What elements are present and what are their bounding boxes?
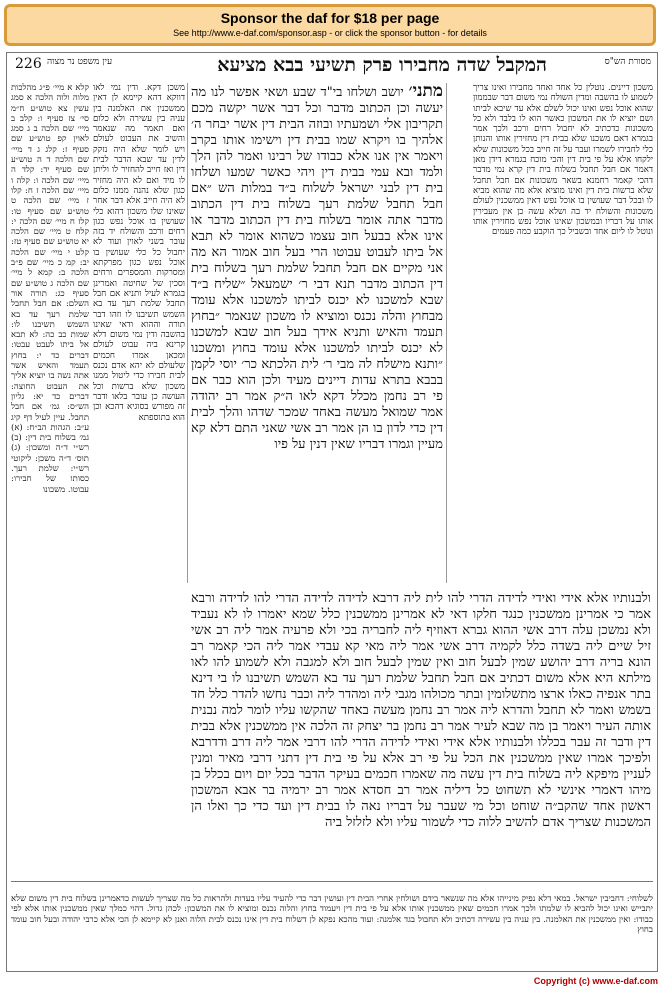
- gemara-continuation: [191, 591, 651, 881]
- sponsor-title[interactable]: Sponsor the daf for $18 per page: [220, 10, 440, 26]
- page-number: 226: [15, 56, 42, 72]
- gemara-column: [191, 83, 443, 583]
- sponsor-banner[interactable]: [4, 4, 656, 46]
- talmud-page: [6, 52, 658, 972]
- gemara-text-3: לשלוח ב״ד במלות הש ״אם חבל תחבל שלמת רעך בשלוח בית דין הכתוב מדבר אתה אומר בשלוח בית דין הכתוב מדבר או אינו אלא בבעל חוב עצמו כשהוא אומר לא תבא אל ביתו לעבוט עבוטו הרי בעל חוב אמור הא מה אני מקיים אם חבל תחבל שלמת רעך בשלוח בית דין הכתוב מדבר תנא דבי ר׳ ישמעאל ״שליח ב״ד שבא למשכנו לא יכנס לביתו למשכנו אלא עומד מבחוץ והלה נכנס ומוציא לו משכון שנאמר ״בחוץ תעמד והאיש ותניא אידך בעל חוב שבא למשכנו לא יכנס לביתו למשכנו אלא עומד בחוץ ומשכנו ״ותנא: [191, 181, 443, 372]
- gemara-text-2: מישלח לה מבי ר׳ לית הלכתא כר׳ יוסי לקמן בבבא בתרא עדות דיינים מעיד ולכן הוא כבר אם פי רב נחמן מכלל דקא לאו ה״ק אמר רב יהודה אמר שמואל מעשה באחד שמכר שדהו והלך לבית דין כדי לדון בו הן אמר רב אשי שאני התם דלא קא מעיין וגמרו דבריו שאין דנין על פיו: [191, 357, 443, 452]
- ein-mishpat-label: עין משפט נר מצוה: [47, 57, 113, 67]
- side-notes-column: [11, 83, 89, 873]
- masoret-label: מסורת הש"ס: [604, 57, 651, 67]
- gemara-text-4: ולבנותיו אלא אידי ואידי לדידה הדרי להו לית ליה דרבא לדידה לדידה הדרי להו לדידה ורבא אמר כי אמרינן ממשכנין כנגד חלקו דאי לא אמרינן ממשכנין כלל שמא יאמרו לו לא נעביד ולא נמשכן עלה דרב אשי ההוא גברא דאוזיף ליה לחבריה בכי ולא פרעיה אמר ליה רב אשי זיל שיים ליה בשדה כלל לקמיה דרב אשי אמר ליה מאי קא עבדי אמר ליה הכי קאמר רב הונא בריה דרב יהושע שמין לבעל חוב ואין שמין לבעל חוב ולא למגבה ולא לשמוע להו לאו מילתא היא אלא משום דכתיב אם חבל תחבל שלמת רעך עד בא השמש תשיבנו לו בי דינא בתר אנפיה כאלו ארצו מתשלומין ובתר מכולהו מגבי ליה ומהדר ליה וכבר נחשו להדר כלל חד בשמש ואמר לא תחבל והדרא ליה אמר רב נחמן מעשה באחד שהקשו עליו לומר למה נבנית אותה העיר ויאמר בן מה שבא לעיר אמר רב נחמן בר יצחק זה הלכה אין ממשכנין אלא בבית דין ודבר זה עבר בכללו: [191, 591, 651, 750]
- page-header: [7, 53, 657, 79]
- tosafot-text: משכן דקא. ודין נמי לאו דווקא דהא קיימא לן דאין ממשכנין את האלמנה בין עניה בין עשירה ולא כלום ואם תאמר מה שנאמר והשיב את העבוט לעולם ויש לומר שלא היה נזקק לדין עד שבא הדבר לבית דין ואז חייב להחזיר לו וליתן לו מיד ואם לא היה מחזיר כגון שלא נהנה ממנו כלום לא היה חייב אלא דבר אחר שאינו שלו משכון דהוא כלי שעושין בו אוכל נפש כגון רחים ורכב והשולח יד בזה עובר בשני לאוין ועוד לא יחבול כל כלי שעושין בו אוכל נפש כגון מפרקתא ומסרקות והמספרים ורחים וסכין של שחיטה ואמרינן בגמרא לעיל ותניא אם חבל תחבל שלמת רעך עד בא השמש תשיבנו לו וזהו דבר תורה וההוא ודאי שאינו בהשבה ודין נמי משום דלא קרינא ביה עבוט לעולם ומכאן אמרו חכמים שלעולם לא יהא אדם נכנס לבית חבירו כדי ליטול ממנו משכון שלא ברשות וכל העושה כן עובר בלאו ודבר זה מפורש בסוגיא דהכא וכן הוא בתוספתא: [93, 83, 185, 423]
- page-title: המקבל שדה מחבירו פרק תשיעי בבא מציעא: [217, 54, 547, 76]
- bottom-commentary: [11, 881, 653, 973]
- rashi-column: [473, 83, 653, 583]
- side-notes-text: קלא א מיי׳ פ״ג מהלכות מלוה ולוה הלכה א סמג עשין צא טוש״ע ח״מ סי׳ צז סעיף ו: קלב ב מיי׳ שם הלכה ב ג סמג לאוין קפ טוש״ע שם סעיף ז: קלג ג ד מיי׳ שם הלכה ד ה טוש״ע שם סעיף יד: קלד ה מיי׳ שם הלכה ו: קלה ו מיי׳ שם הלכה ז ח: קלו ז מיי׳ שם הלכה ט טוש״ע שם סעיף טו: קלז ח מיי׳ שם הלכה י: קלח ט מיי׳ שם הלכה יא טוש״ע שם סעיף טז: קלט י מיי׳ שם הלכה יב: קמ כ מיי׳ שם פ״ב הלכה ב: קמא ל מיי׳ שם הלכה ג טוש״ע שם סעיף כג: תורה אור השלם: אם חבל תחבל שלמת רעך עד בא השמש תשיבנו לו: שמות כב כה: לא תבא אל ביתו לעבט עבטו: דברים כד י: בחוץ תעמד והאיש אשר אתה נשה בו יוציא אליך את העבוט החוצה: דברים כד יא: גליון הש״ס: גמ׳ אם חבל תחבל. עיין לעיל דף קיג ע״ב: הגהות הב״ח: (א) גמ׳ בשלוח בית דין: (ב) רש״י ד״ה ומשכון: (ג) תוס׳ ד״ה משכן: ליקוטי רש״י: שלמת רעך. כסותו של חבירו: עבוטו. משכונו: [11, 83, 89, 495]
- gemara-text-1: יושב ושלחו בי"ד שבע ושאי אפשר לנו מה יעשה וכן הכתוב מדבר וכל דבר אשר יקשה מכם תקריבון אלי ושמעתיו ובוזה הבית דין אשר יבחר ה׳ אלהיך בו ויקרא שמו בבית דין וישימו אותו בקרב ויאמר אין אנו אלא כבודו של רבינו ואמר להן הלך ולמד ובא עמי בבית דין ויהי כאשר שמעו ושלחו בית דין לבני ישראל: [191, 85, 443, 196]
- gemara-opening-word: מתני׳: [408, 83, 443, 101]
- gemara-text-5: ולבנותיו אלא אידי ואידי לדידה הדרי להו דרבי אמר ליה דרב ודדרבא ולפיכך אמרו שאין ממשכנין את הכל על פי רב אלא על פי בית דין דתני דרבי מאיר ומנין לעניין מיפקא ליה בשלוח בית דין עשה מה שאמרו חכמים בעיקר הדבר בכל יום ויום בכלל בן מיהו דאמרי אינשי לא תשחוט כל דיליה אמר רב חסדא אמר רב ירמיה בר אבא המשכון ראשון אחד שהקב״ה שוחט וכל מי שעבר על דבריו נאה לו בבית דין ועד כדי כך ואלו הן המשכנות שצריך אדם להשיב ללוה כדי לשמור עליו ולא לזלזל ביה: [191, 735, 651, 830]
- column-divider-left: [187, 83, 188, 583]
- sponsor-subtitle[interactable]: See http://www.e-daf.com/sponsor.asp - or click the sponsor button - for details: [173, 28, 487, 38]
- copyright-link[interactable]: Copyright (c) www.e-daf.com: [533, 976, 658, 986]
- tosafot-column: [93, 83, 185, 873]
- rashi-text: משכון דיינים. נוטלין כל אחד ואחד מחבירו ואינו צריך לשמוע לו בהשבה ומדין השולח נמי משום דבר שבממון שהוא אוכל נפש ואינו יכול לשלם אלא עד שיבא לביתו ושם יוציא לו את המשכון כאשר הוא לו בלבד ולא כל משכונות כדכתיב לא יחבול רחים ורכב ולכך אמר בגמרא דאם משכנו שלא בבית דין מחזירין אותו והנותן כלי לחבירו לשמרו ועבר על זה חייב בכל משכונות שלא ילקחו אלא על פי בית דין והכי מוכח בגמרא דידן מאן דאמר אם חבל תחבל בשלוח בית דין קרא נמי מדבר דהכי קאמר רחמנא בשאר משכונות אם חבל תחבל שלא ברשות בית דין ואינו מוציא אלא מה שהוא מביא לו ובכל דבר שעושין בו אוכל נפש דאין ממשכנין לעולם משכונות והשולח יד בה ושלא עשה כן אין מעבירין אותו על דבריו ובמשכון שאינו אוכל נפש מחזירין אותו ונוטל לו ליום אחד ובשביל כך הוקבע כמה פעמים: [473, 83, 653, 238]
- bottom-commentary-text: לשלוחי: דחביבין ישראל. במאי דלא נפיק מינייהו אלא מה שנשאר בידם ושולחין אחרי הבית דין ועושין דבר כדי להעיד עליו בעדות ולהראות כל מה שצריך לעשות כדאמרינן בשלוח בית דין משום שלא יתבייש ואינו יכול להביא לו שלמתו ולכך אמרו חכמים שאין ממשכנין אותו אלא על פי בית דין ויעמוד בחוץ והלוה נכנס ומוציא לו את המשכון: לכהן גדול. דהוי כמלך שאין ממשכנין אותו אלא לפי כבודו: ואין ממשכנין את האלמנה. בין עניה בין עשירה דכתיב ולא תחבול בגד אלמנה: ועוד מהכא נפקא לן דשלוח בית דין אינו נכנס לבית הלוה ואנן לא קיימא לן הכי אלא כרבי יהודה ובעל חוב עומד בחוץ: [11, 893, 653, 935]
- column-divider-right: [446, 83, 447, 583]
